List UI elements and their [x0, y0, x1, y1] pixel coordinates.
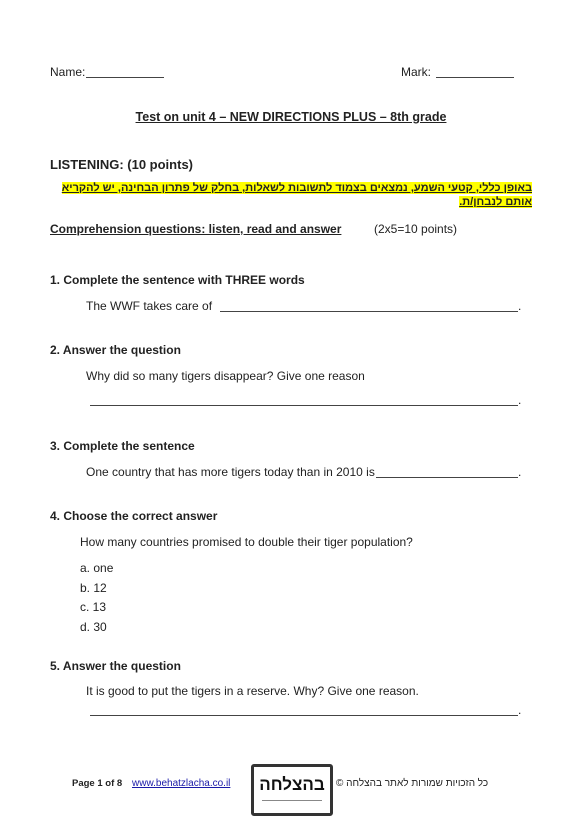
question-2-prompt: Why did so many tigers disappear? Give one reason — [86, 369, 365, 383]
question-5-title: 5. Answer the question — [50, 659, 181, 673]
page-title: Test on unit 4 – NEW DIRECTIONS PLUS – 8th grade — [135, 110, 447, 124]
instructions-points: (2x5=10 points) — [374, 222, 458, 236]
mark-label: Mark: — [401, 65, 431, 79]
question-1-answer-line[interactable] — [220, 311, 518, 312]
name-label: Name: — [50, 65, 86, 79]
question-1-prompt: The WWF takes care of — [86, 299, 213, 313]
section-title: LISTENING: (10 points) — [50, 157, 193, 172]
question-3-answer-line[interactable] — [376, 477, 518, 478]
question-4-option-a[interactable]: a. one — [80, 561, 114, 575]
logo — [251, 764, 333, 816]
question-4-title: 4. Choose the correct answer — [50, 509, 218, 523]
question-4-prompt: How many countries promised to double their tiger population? — [80, 535, 413, 549]
question-1-title: 1. Complete the sentence with THREE words — [50, 273, 305, 287]
question-2-title: 2. Answer the question — [50, 343, 181, 357]
page-number: Page 1 of 8 — [72, 778, 123, 789]
question-4-option-d[interactable]: d. 30 — [80, 620, 107, 634]
question-3-title: 3. Complete the sentence — [50, 439, 195, 453]
period: . — [518, 703, 522, 717]
hebrew-note-line2: אותם לנבחן/ת. — [459, 196, 532, 208]
instructions-text: Comprehension questions: listen, read and answer — [50, 222, 342, 236]
hebrew-note-line1: באופן כללי, קטעי השמע, נמצאים בצמוד לתשובות לשאלות, בחלק של פתרון הבחינה, יש להקריא — [61, 182, 532, 194]
question-3-prompt: One country that has more tigers today than in 2010 is — [86, 465, 375, 479]
period: . — [518, 465, 522, 479]
question-2-answer-line[interactable] — [90, 405, 518, 406]
logo-text: בהצלחה — [259, 775, 325, 794]
copyright-text: כל הזכויות שמורות לאתר בהצלחה © — [336, 778, 489, 789]
period: . — [518, 299, 522, 313]
logo-rule — [262, 800, 322, 801]
period: . — [518, 393, 522, 407]
name-field[interactable] — [86, 77, 164, 78]
question-5-answer-line[interactable] — [90, 715, 518, 716]
question-5-prompt: It is good to put the tigers in a reserve. Why? Give one reason. — [86, 684, 419, 698]
question-4-option-c[interactable]: c. 13 — [80, 600, 107, 614]
site-link[interactable]: www.behatzlacha.co.il — [132, 778, 231, 789]
mark-field[interactable] — [436, 77, 514, 78]
question-4-option-b[interactable]: b. 12 — [80, 581, 107, 595]
